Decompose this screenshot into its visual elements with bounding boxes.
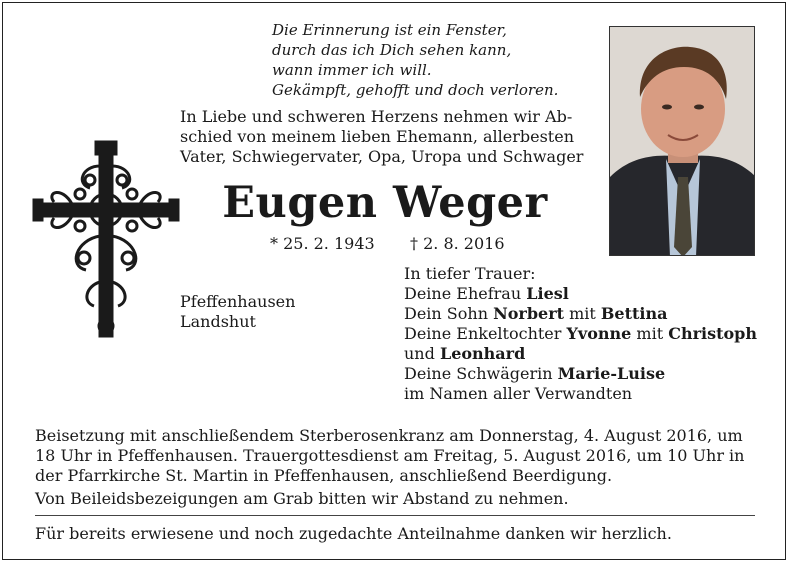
condolences-note: Von Beileidsbezeigungen am Grab bitten wir Abstand zu nehmen. — [35, 489, 569, 508]
place-name: Pfeffenhausen — [180, 292, 296, 311]
mourners-list — [404, 264, 757, 404]
intro-text — [180, 107, 590, 167]
funeral-details: Beisetzung mit anschließendem Sterberosenkranz am Donnerstag, 4. August 2016, um 18 Uhr in Pfeffenhausen. Trauergottesdienst am Freitag, 5. August 2016, um 10 Uhr in der Pfarrkirche St. Martin in Pfeffenhausen, anschließend Beerdigung. — [35, 426, 745, 485]
mourner-line: Deine Enkeltochter Yvonne mit Christoph — [404, 324, 757, 343]
mourner-line: Deine Ehefrau Liesl — [404, 284, 569, 303]
poem-line: Die Erinnerung ist ein Fenster, — [272, 21, 507, 39]
divider — [35, 515, 755, 516]
death-date: † 2. 8. 2016 — [410, 234, 505, 253]
mourner-line: Dein Sohn Norbert mit Bettina — [404, 304, 668, 323]
mourner-line: im Namen aller Verwandten — [404, 384, 633, 403]
places-list — [180, 292, 295, 332]
poem-line: wann immer ich will. — [272, 61, 432, 79]
poem-line: durch das ich Dich sehen kann, — [272, 41, 512, 59]
mourner-line: Deine Schwägerin Marie-Luise — [404, 364, 666, 383]
deceased-name: Eugen Weger — [222, 178, 548, 228]
birth-date: * 25. 2. 1943 — [270, 234, 375, 253]
intro-line: Vater, Schwiegervater, Opa, Uropa und Schwager — [180, 147, 584, 166]
ornamental-cross-icon — [32, 136, 180, 342]
mourners-heading: In tiefer Trauer: — [404, 264, 536, 283]
mourner-line: und Leonhard — [404, 344, 526, 363]
intro-line: In Liebe und schweren Herzens nehmen wir Ab- — [180, 107, 573, 126]
place-name: Landshut — [180, 312, 256, 331]
portrait-photo — [609, 26, 755, 256]
poem-line: Gekämpft, gehofft und doch verloren. — [272, 81, 559, 99]
memorial-poem — [272, 20, 558, 100]
intro-line: schied von meinem lieben Ehemann, allerbesten — [180, 127, 575, 146]
thanks-note: Für bereits erwiesene und noch zugedachte Anteilnahme danken wir herzlich. — [35, 524, 672, 543]
